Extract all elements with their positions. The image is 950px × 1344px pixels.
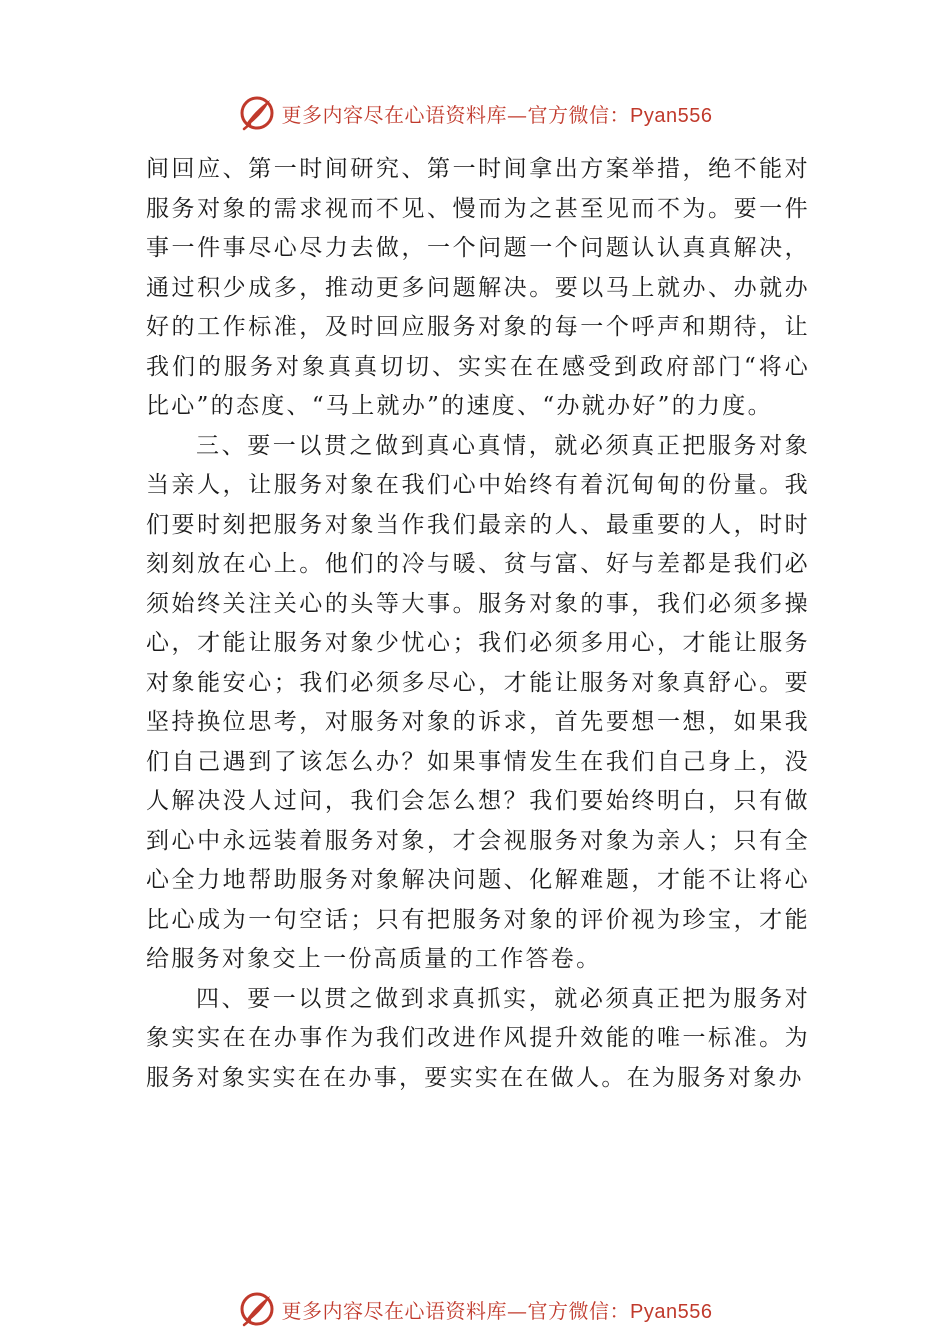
paragraph-continuation: 间回应、第一时间研究、第一时间拿出方案举措，绝不能对服务对象的需求视而不见、慢而为之甚至见而不为。要一件事一件事尽心尽力去做，一个问题一个问题认认真真解决， 通过积少成多，推动更多问题解决。要以马上就办、办就办好的工作标准，及时回应服务对象的每一个呼声和期待，让我们的服务对象真真切切、实实在在感受到政府部门“将心比心”的态度、“马上就办”的速度、“办就办好”的力度。 — [146, 156, 810, 419]
watermark-library-name: 更多内容尽在心语资料库 — [281, 102, 508, 127]
quill-logo-icon — [238, 1290, 276, 1328]
footer-watermark — [0, 1290, 950, 1328]
watermark-wechat-id: Pyan556 — [630, 1300, 713, 1323]
quill-logo-icon — [238, 94, 276, 132]
paragraph-section-four: 四、要一以贯之做到求真抓实，就必须真正把为服务对象实实在在办事作为我们改进作风提升效能的唯一标准。为服务对象实实在在办事，要实实在在做人。在为服务对象办 — [146, 985, 810, 1091]
watermark-library-name: 更多内容尽在心语资料库 — [281, 1298, 508, 1323]
document-body — [146, 150, 810, 1098]
watermark-text — [282, 1295, 713, 1324]
watermark-text — [282, 99, 713, 128]
paragraph-section-three: 三、要一以贯之做到真心真情，就必须真正把服务对象当亲人，让服务对象在我们心中始终有着沉甸甸的份量。我们要时刻把服务对象当作我们最亲的人、最重要的人，时时刻刻放在心上。他们的冷与暖、贫与富、好与差都是我们必须始终关注关心的头等大事。服务对象的事，我们必须多操心，才能让服务对象少忧心；我们必须多用心，才能让服务对象能安心；我们必须多尽心，才能让服务对象真舒心。要坚持换位思考，对服务对象的诉求，首先要想一想，如果我们自己遇到了该怎么办？如果事情发生在我们自己身上，没人解决没人过问，我们会怎么想？我们要始终明白，只有做到心中永远装着服务对象，才会视服务对象为亲人；只有全心全力地帮助服务对象解决问题、化解难题，才能不让将心比心成为一句空话；只有把服务对象的评价视为珍宝，才能给服务对象交上一份高质量的工作答卷。 — [146, 432, 810, 972]
watermark-separator: — — [507, 1298, 528, 1323]
watermark-separator: — — [507, 102, 528, 127]
watermark-wechat-label: 官方微信： — [527, 1298, 631, 1323]
watermark-wechat-label: 官方微信： — [527, 102, 631, 127]
header-watermark — [0, 94, 950, 132]
watermark-wechat-id: Pyan556 — [630, 104, 713, 127]
